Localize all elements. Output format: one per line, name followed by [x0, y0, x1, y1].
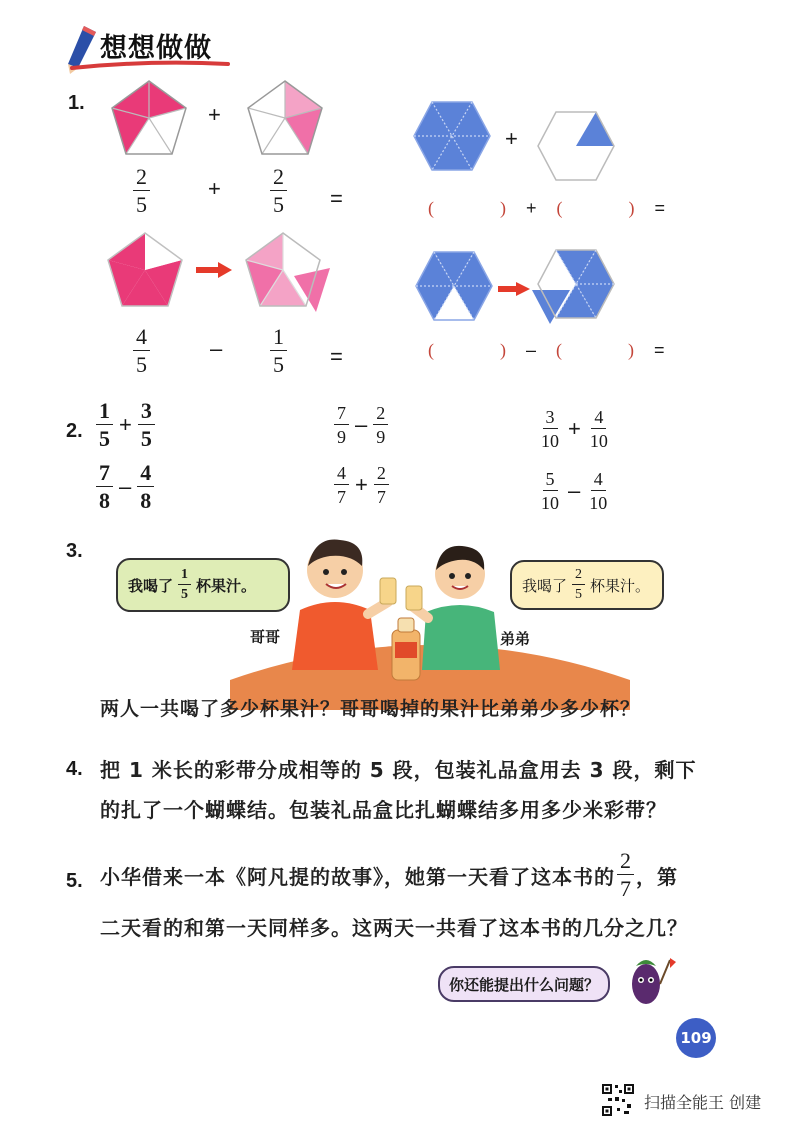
q2-item-6: $\frac{5}{10}$ – $\frac{4}{10}$ — [541, 469, 608, 513]
label-older-brother: 哥哥 — [250, 628, 281, 646]
q1-plus-top-a: + — [208, 102, 221, 127]
q1-row1-plus: + — [208, 176, 221, 201]
label-younger-brother: 弟弟 — [500, 630, 531, 648]
q1-row1-frac-a: $\frac{2}{5}$ — [133, 166, 150, 216]
extra-question-bubble: 你还能提出什么问题？ — [438, 966, 610, 1002]
q5-number: 5. — [66, 870, 83, 892]
hexagon-full — [412, 100, 492, 172]
hexagon-one-sixth — [536, 110, 616, 182]
q4-line1: 把 1 米长的彩带分成相等的 5 段，包装礼品盒用去 3 段，剩下 — [100, 758, 697, 782]
q5-line1: 小华借来一本《阿凡提的故事》，她第一天看了这本书的 $\frac{2}{7}$ ，第 — [100, 848, 678, 901]
pentagon-two-fifths-b — [244, 78, 326, 158]
hexagon-split — [532, 246, 618, 326]
q4-number: 4. — [66, 758, 83, 780]
arrow-right-icon — [196, 262, 232, 278]
speech-bubble-older-brother: 我喝了 $\frac{1}{5}$ 杯果汁。 — [116, 558, 290, 612]
pentagon-four-fifths — [104, 230, 186, 310]
speech-bubble-younger-brother: 我喝了 $\frac{2}{5}$ 杯果汁。 — [510, 560, 664, 610]
page-number-badge: 109 — [676, 1018, 716, 1058]
q1-row1-frac-b: $\frac{2}{5}$ — [270, 166, 287, 216]
watermark-text: 扫描全能王 创建 — [644, 1093, 762, 1112]
q1-row2-eq: = — [330, 344, 343, 369]
q1-row1-blanks: ( ) + ( ) = — [428, 198, 666, 218]
q1-row2-minus: – — [210, 336, 223, 361]
illustration-brothers — [230, 530, 630, 710]
q4-line2: 的扎了一个蝴蝶结。包装礼品盒比扎蝴蝶结多用多少米彩带？ — [100, 798, 667, 822]
q2-item-5: $\frac{4}{7}$ + $\frac{2}{7}$ — [334, 464, 389, 506]
arrow-right-icon — [498, 282, 530, 296]
q2-item-1: $\frac{1}{5}$ + $\frac{3}{5}$ — [96, 400, 155, 450]
q1-plus-top-b: + — [505, 126, 518, 151]
q1-row1-eq: = — [330, 186, 343, 211]
q1-number: 1. — [68, 92, 85, 114]
q3-number: 3. — [66, 540, 83, 562]
q1-row2-frac-a: $\frac{4}{5}$ — [133, 326, 150, 376]
q1-row2-blanks: ( ) – ( ) = — [428, 340, 665, 360]
hexagon-five-sixths — [414, 250, 494, 322]
q2-number: 2. — [66, 420, 83, 442]
q2-item-2: $\frac{7}{9}$ – $\frac{2}{9}$ — [334, 404, 388, 446]
q3-question: 两人一共喝了多少杯果汁？哥哥喝掉的果汁比弟弟少多少杯？ — [100, 698, 641, 720]
pentagon-split — [242, 230, 332, 314]
eggplant-mascot-icon — [620, 944, 676, 1010]
qr-code-icon — [600, 1082, 636, 1118]
q1-row2-frac-b: $\frac{1}{5}$ — [270, 326, 287, 376]
q2-item-3: $\frac{3}{10}$ + $\frac{4}{10}$ — [541, 407, 608, 451]
q2-item-4: $\frac{7}{8}$ – $\frac{4}{8}$ — [96, 462, 154, 512]
pentagon-two-fifths-a — [108, 78, 190, 158]
q5-line2: 二天看的和第一天同样多。这两天一共看了这本书的几分之几？ — [100, 916, 688, 940]
page-title: 想想做做 — [100, 33, 212, 64]
